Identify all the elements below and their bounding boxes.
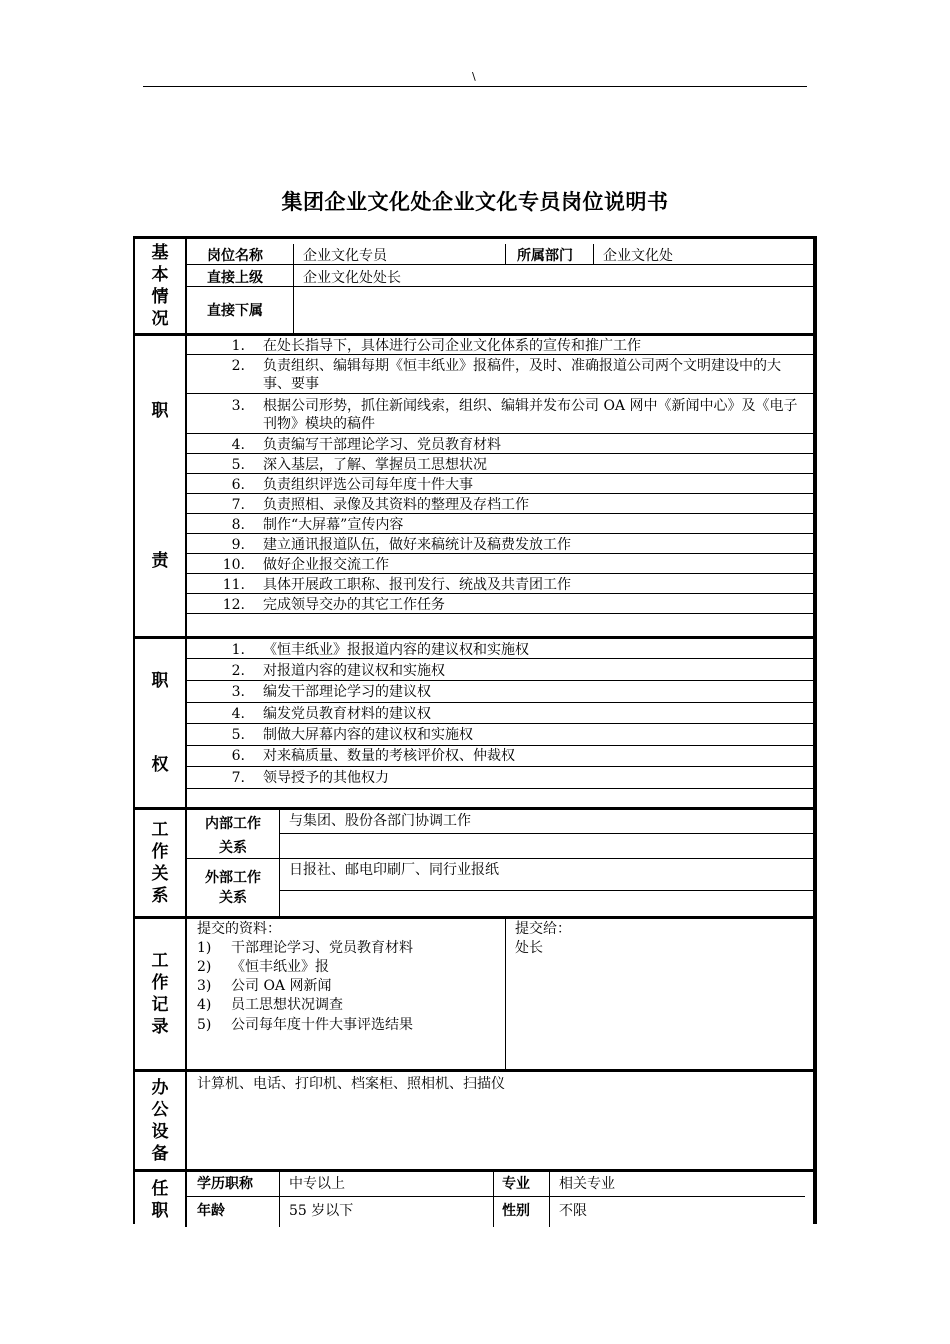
label-char: 基 <box>151 243 169 263</box>
divider <box>505 919 506 1069</box>
duty-text: 做好企业报交流工作 <box>263 557 389 573</box>
divider <box>279 1172 280 1227</box>
row-rule <box>187 658 815 659</box>
label-char: 办 <box>151 1078 169 1098</box>
superior-label: 直接上级 <box>207 270 263 286</box>
section-label-equipment <box>135 1072 187 1170</box>
authority-number: 7. <box>231 770 245 786</box>
superior-value: 企业文化处处长 <box>303 270 401 286</box>
duty-text: 负责照相、录像及其资料的整理及存档工作 <box>263 497 529 513</box>
submit-item <box>197 1016 413 1034</box>
label-char: 职 <box>151 671 169 691</box>
external-label-line: 外部工作 <box>205 870 261 886</box>
row-rule <box>187 553 815 554</box>
row-rule <box>279 890 815 891</box>
row-rule <box>187 788 815 789</box>
row-rule <box>187 613 815 614</box>
duty-number: 10. <box>222 557 245 573</box>
section-label-basic <box>135 239 187 333</box>
row-rule <box>187 453 815 454</box>
submit-number: 3) <box>197 978 212 994</box>
label-char: 工 <box>151 951 169 971</box>
authority-number: 6. <box>231 748 245 764</box>
section-divider <box>135 916 815 919</box>
education-value: 中专以上 <box>289 1176 345 1192</box>
duty-item <box>187 337 757 355</box>
internal-label-line: 内部工作 <box>205 816 261 832</box>
divider <box>505 244 506 265</box>
label-char: 作 <box>151 842 169 862</box>
duty-number: 11. <box>222 577 245 593</box>
submit-to-value: 处长 <box>515 940 543 956</box>
job-description-form <box>133 236 817 1224</box>
duty-text: 负责编写干部理论学习、党员教育材料 <box>263 437 501 453</box>
divider <box>493 1172 494 1227</box>
section-label-duties <box>135 336 187 636</box>
page-title: 集团企业文化处企业文化专员岗位说明书 <box>281 190 669 214</box>
submit-number: 1) <box>197 940 212 956</box>
section-divider <box>135 807 815 810</box>
submit-item <box>197 977 332 995</box>
submit-text: 《恒丰纸业》报 <box>231 959 329 975</box>
duty-text: 完成领导交办的其它工作任务 <box>263 597 445 613</box>
major-label: 专业 <box>502 1176 530 1192</box>
position-name-label: 岗位名称 <box>207 248 263 264</box>
authority-item <box>187 747 757 765</box>
section-label-records <box>135 919 187 1069</box>
row-rule <box>187 745 815 746</box>
row-rule <box>279 833 815 834</box>
submit-to-title: 提交给： <box>515 921 571 937</box>
label-char: 备 <box>151 1144 169 1164</box>
row-rule <box>187 493 815 494</box>
label-char: 记 <box>151 995 169 1015</box>
section-divider <box>135 1069 815 1072</box>
department-label: 所属部门 <box>517 248 573 264</box>
authority-item <box>187 641 757 659</box>
submit-text: 干部理论学习、党员教育材料 <box>231 940 413 956</box>
submit-number: 5) <box>197 1017 212 1033</box>
duty-text: 负责组织评选公司每年度十件大事 <box>263 477 473 493</box>
authority-item <box>187 683 757 701</box>
external-label-line: 关系 <box>219 890 247 906</box>
submit-title: 提交的资料： <box>197 921 281 937</box>
age-label: 年龄 <box>197 1203 225 1219</box>
divider <box>549 1172 550 1227</box>
divider <box>279 810 280 916</box>
subordinate-label: 直接下属 <box>207 303 263 319</box>
authority-text: 编发党员教育材料的建议权 <box>263 706 431 722</box>
row-rule <box>187 433 815 434</box>
gender-value: 不限 <box>559 1203 587 1219</box>
submit-text: 公司 OA 网新闻 <box>231 978 332 994</box>
authority-text: 《恒丰纸业》报报道内容的建议权和实施权 <box>263 642 529 658</box>
submit-number: 4) <box>197 997 212 1013</box>
authority-number: 4. <box>231 706 245 722</box>
form-frame-right <box>813 236 817 1224</box>
row-rule <box>187 593 815 594</box>
section-divider <box>135 333 815 336</box>
duty-item <box>187 576 757 594</box>
section-divider <box>135 636 815 639</box>
authority-item <box>187 662 757 680</box>
duty-number: 12. <box>222 597 245 613</box>
row-rule <box>187 264 815 265</box>
duty-number: 4. <box>231 437 245 453</box>
label-char: 职 <box>151 1200 169 1221</box>
row-rule <box>187 723 815 724</box>
label-char: 系 <box>151 886 169 906</box>
authority-number: 3. <box>231 684 245 700</box>
equipment-value: 计算机、电话、打印机、档案柜、照相机、扫描仪 <box>197 1076 505 1092</box>
duty-text: 深入基层，了解、掌握员工思想状况 <box>263 457 487 473</box>
row-rule <box>187 702 815 703</box>
age-value: 55 岁以下 <box>289 1203 354 1219</box>
submit-text: 公司每年度十件大事评选结果 <box>231 1017 413 1033</box>
duty-item <box>187 596 757 614</box>
label-char: 职 <box>151 401 169 421</box>
authority-text: 对来稿质量、数量的考核评价权、仲裁权 <box>263 748 515 764</box>
section-label-authority <box>135 639 187 807</box>
submit-item <box>197 996 343 1014</box>
label-char: 况 <box>151 309 169 329</box>
external-relation-label <box>187 868 279 908</box>
external-relation-value: 日报社、邮电印刷厂、同行业报纸 <box>289 862 499 878</box>
duty-number: 9. <box>231 537 245 553</box>
row-rule <box>187 473 815 474</box>
department-value: 企业文化处 <box>603 248 673 264</box>
section-label-qualification <box>135 1172 187 1227</box>
authority-text: 编发干部理论学习的建议权 <box>263 684 431 700</box>
row-rule <box>187 354 815 355</box>
row-rule <box>187 766 815 767</box>
authority-number: 5. <box>231 727 245 743</box>
label-char: 工 <box>151 820 169 840</box>
duty-item <box>187 496 757 514</box>
duty-number: 6. <box>231 477 245 493</box>
submit-text: 员工思想状况调查 <box>231 997 343 1013</box>
row-rule <box>187 1196 805 1197</box>
row-rule <box>187 680 815 681</box>
duty-text: 建立通讯报道队伍，做好来稿统计及稿费发放工作 <box>263 537 571 553</box>
divider <box>593 244 594 265</box>
internal-label-line: 关系 <box>219 840 247 856</box>
duty-item <box>187 397 798 433</box>
label-char: 权 <box>151 755 169 775</box>
section-label-relations <box>135 810 187 916</box>
authority-text: 制做大屏幕内容的建议权和实施权 <box>263 727 473 743</box>
duty-text: 具体开展政工职称、报刊发行、统战及共青团工作 <box>263 577 571 593</box>
authority-text: 对报道内容的建议权和实施权 <box>263 663 445 679</box>
position-name-value: 企业文化专员 <box>303 248 387 264</box>
duty-item <box>187 476 757 494</box>
section-divider <box>135 1169 815 1172</box>
label-char: 情 <box>151 287 169 307</box>
duty-item <box>187 456 757 474</box>
row-rule <box>187 573 815 574</box>
label-char: 作 <box>151 973 169 993</box>
label-char: 设 <box>151 1122 169 1142</box>
row-rule <box>187 858 815 859</box>
duty-number: 8. <box>231 517 245 533</box>
duty-number: 5. <box>231 457 245 473</box>
duty-item <box>187 516 757 534</box>
label-char: 本 <box>151 265 169 285</box>
duty-number: 3. <box>231 398 245 414</box>
divider <box>293 264 294 333</box>
submit-item <box>197 958 329 976</box>
duty-text: 在处长指导下，具体进行公司企业文化体系的宣传和推广工作 <box>263 338 641 354</box>
row-rule <box>187 393 815 394</box>
duty-item <box>187 536 757 554</box>
duty-number: 2. <box>231 358 245 374</box>
duty-item <box>187 436 757 454</box>
duty-item <box>187 556 757 574</box>
authority-item <box>187 769 757 787</box>
divider <box>293 244 294 265</box>
label-char: 任 <box>151 1178 169 1199</box>
internal-relation-label <box>187 812 279 860</box>
duty-text: 制作“大屏幕”宣传内容 <box>263 517 404 533</box>
authority-text: 领导授予的其他权力 <box>263 770 389 786</box>
authority-item <box>187 705 757 723</box>
submit-item <box>197 939 413 957</box>
authority-number: 2. <box>231 663 245 679</box>
label-char: 公 <box>151 1100 169 1120</box>
major-value: 相关专业 <box>559 1176 615 1192</box>
education-label: 学历职称 <box>197 1176 253 1192</box>
authority-number: 1. <box>231 642 245 658</box>
header-rule <box>143 86 807 87</box>
internal-relation-value: 与集团、股份各部门协调工作 <box>289 813 471 829</box>
label-char: 关 <box>151 864 169 884</box>
submit-number: 2) <box>197 959 212 975</box>
duty-number: 7. <box>231 497 245 513</box>
row-rule <box>187 533 815 534</box>
duty-item <box>187 357 781 393</box>
duty-text: 根据公司形势，抓住新闻线索，组织、编辑并发布公司 OA 网中《新闻中心》及《电子刊物》模块的稿件 <box>263 398 798 432</box>
label-char: 责 <box>151 551 169 571</box>
duty-text: 负责组织、编辑每期《恒丰纸业》报稿件，及时、准确报道公司两个文明建设中的大事、要事 <box>263 358 781 392</box>
label-char: 录 <box>151 1017 169 1037</box>
duty-number: 1. <box>231 338 245 354</box>
row-rule <box>187 513 815 514</box>
gender-label: 性别 <box>502 1203 530 1219</box>
header-mark: \ <box>472 70 476 83</box>
authority-item <box>187 726 757 744</box>
row-rule <box>187 286 815 287</box>
